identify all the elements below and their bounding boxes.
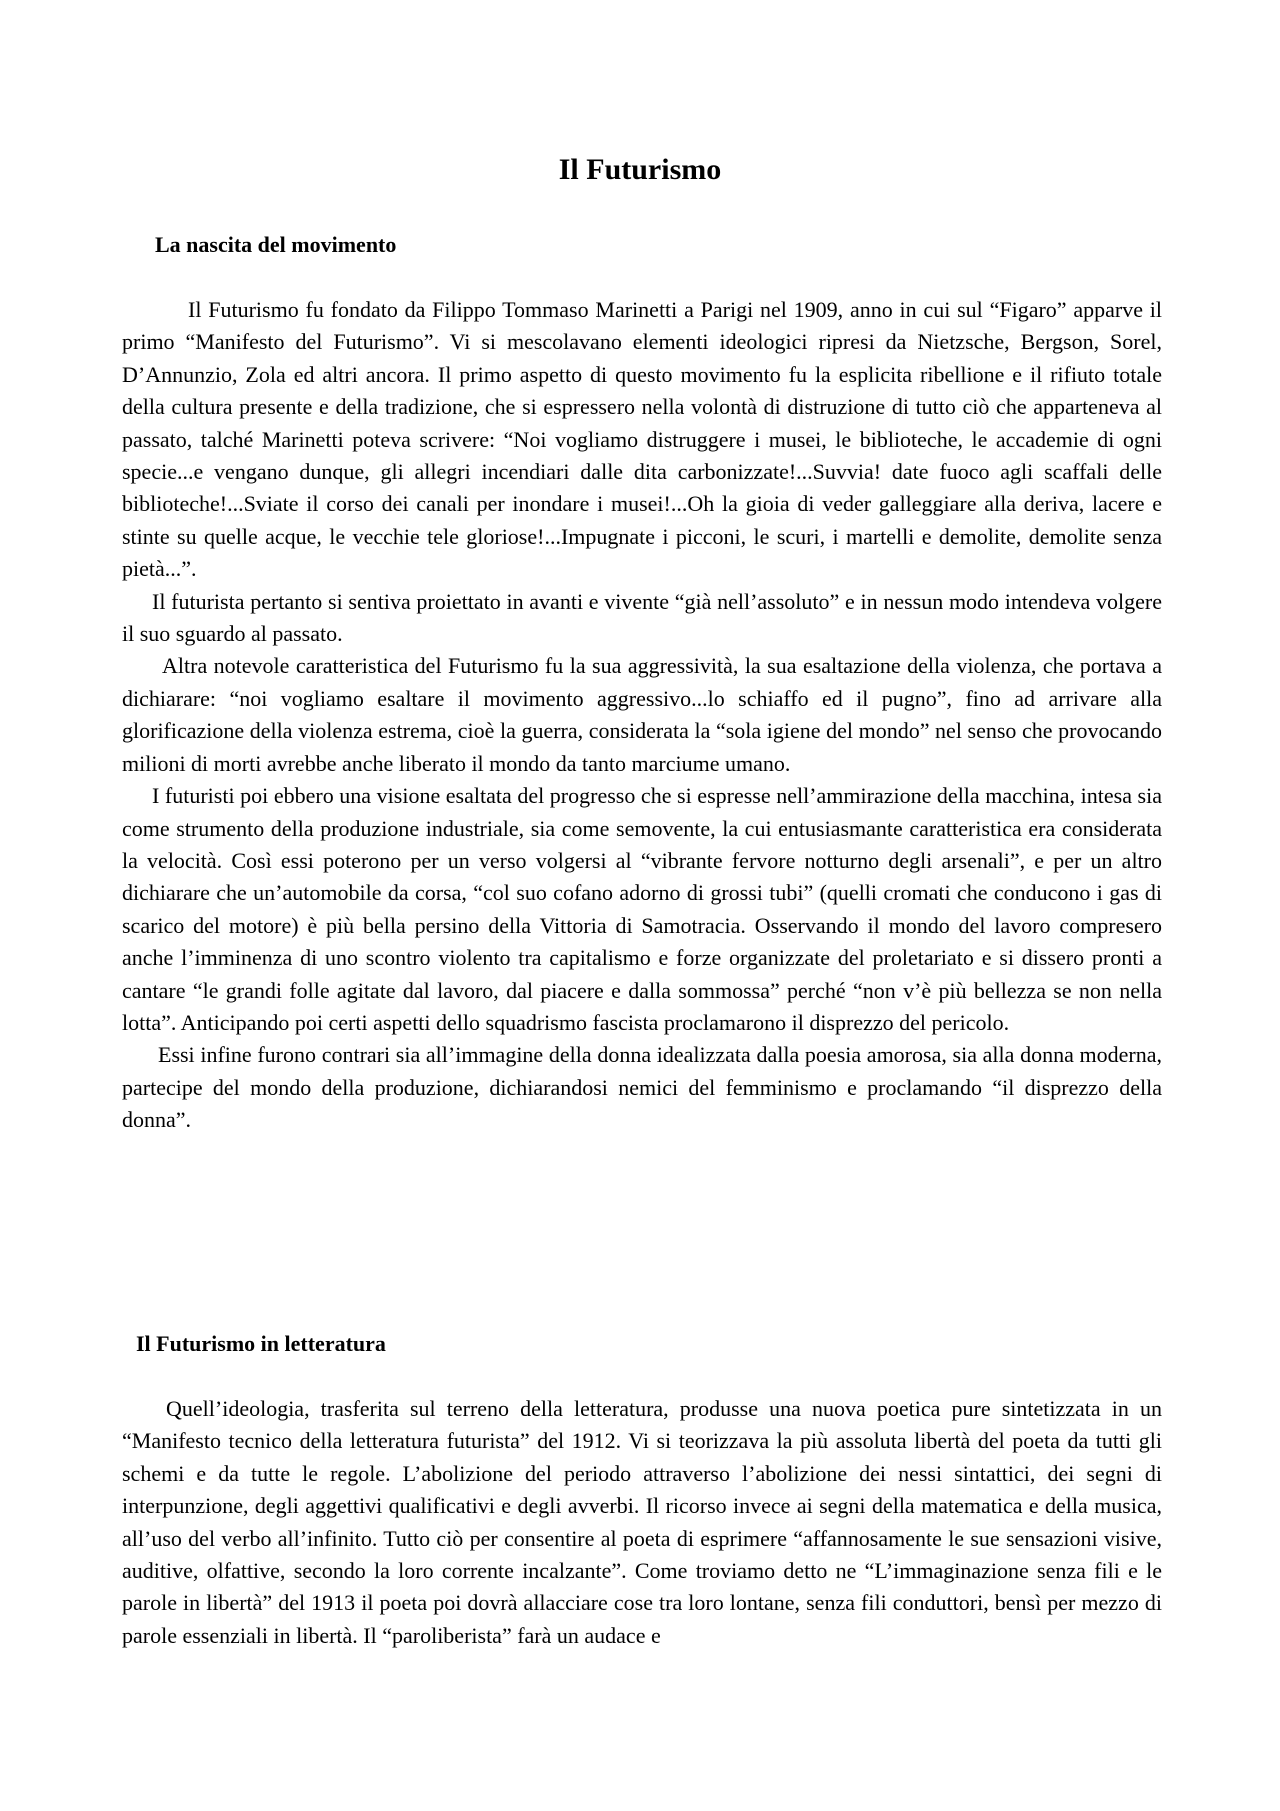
paragraph: I futuristi poi ebbero una visione esaltata del progresso che si espresse nell’ammirazione della macchina, intesa sia come strumento della produzione industriale, sia come semovente, la cui entusiasmante caratteristica era considerata la velocità. Così essi poterono per un verso volgersi al “vibrante fervore notturno degli arsenali”, e per un altro dichiarare che un’automobile da corsa, “col suo cofano adorno di grossi tubi” (quelli cromati che conducono i gas di scarico del motore) è più bella persino della Vittoria di Samotracia. Osservando il mondo del lavoro compresero anche l’imminenza di uno scontro violento tra capitalismo e forze organizzate del proletariato e si dissero pronti a cantare “le grandi folle agitate dal lavoro, dal piacere e dalla sommossa” perché “non v’è più bellezza se non nella lotta”. Anticipando poi certi aspetti dello squadrismo fascista proclamarono il disprezzo del pericolo. <box>122 783 1162 1035</box>
paragraph: Essi infine furono contrari sia all’immagine della donna idealizzata dalla poesia amorosa, sia alla donna moderna, partecipe del mondo della produzione, dichiarandosi nemici del femminismo e proclamando “il disprezzo della donna”. <box>122 1042 1162 1133</box>
section-body-letteratura <box>122 1393 1162 1652</box>
section-heading-nascita: La nascita del movimento <box>155 232 397 257</box>
document-title: Il Futurismo <box>558 153 722 186</box>
section-body-nascita <box>122 294 1162 1137</box>
paragraph: Quell’ideologia, trasferita sul terreno della letteratura, produsse una nuova poetica pure sintetizzata in un “Manifesto tecnico della letteratura futurista” del 1912. Vi si teorizzava la più assoluta libertà del poeta da tutti gli schemi e da tutte le regole. L’abolizione del periodo attraverso l’abolizione dei nessi sintattici, dei segni di interpunzione, degli aggettivi qualificativi e degli avverbi. Il ricorso invece ai segni della matematica e della musica, all’uso del verbo all’infinito. Tutto ciò per consentire al poeta di esprimere “affannosamente le sue sensazioni visive, auditive, olfattive, secondo la loro corrente incalzante”. Come troviamo detto ne “L’immaginazione senza fili e le parole in libertà” del 1913 il poeta poi dovrà allacciare cose tra loro lontane, senza fili conduttori, bensì per mezzo di parole essenziali in libertà. Il “paroliberista” farà un audace e <box>122 1396 1162 1648</box>
paragraph: Il futurista pertanto si sentiva proiettato in avanti e vivente “già nell’assoluto” e in nessun modo intendeva volgere il suo sguardo al passato. <box>122 588 1162 647</box>
paragraph: Altra notevole caratteristica del Futurismo fu la sua aggressività, la sua esaltazione della violenza, che portava a dichiarare: “noi vogliamo esaltare il movimento aggressivo...lo schiaffo ed il pugno”, fino ad arrivare alla glorificazione della violenza estrema, cioè la guerra, considerata la “sola igiene del mondo” nel senso che provocando milioni di morti avrebbe anche liberato il mondo da tanto marciume umano. <box>122 653 1162 776</box>
paragraph: Il Futurismo fu fondato da Filippo Tommaso Marinetti a Parigi nel 1909, anno in cui sul “Figaro” apparve il primo “Manifesto del Futurismo”. Vi si mescolavano elementi ideologici ripresi da Nietzsche, Bergson, Sorel, D’Annunzio, Zola ed altri ancora. Il primo aspetto di questo movimento fu la esplicita ribellione e il rifiuto totale della cultura presente e della tradizione, che si espressero nella volontà di distruzione di tutto ciò che apparteneva al passato, talché Marinetti poteva scrivere: “Noi vogliamo distruggere i musei, le biblioteche, le accademie di ogni specie...e vengano dunque, gli allegri incendiari dalle dita carbonizzate!...Suvvia! date fuoco agli scaffali delle biblioteche!...Sviate il corso dei canali per inondare i musei!...Oh la gioia di veder galleggiare alla deriva, lacere e stinte su quelle acque, le vecchie tele gloriose!...Impugnate i picconi, le scuri, i martelli e demolite, demolite senza pietà...”. <box>122 297 1162 582</box>
section-heading-letteratura: Il Futurismo in letteratura <box>136 1331 386 1356</box>
